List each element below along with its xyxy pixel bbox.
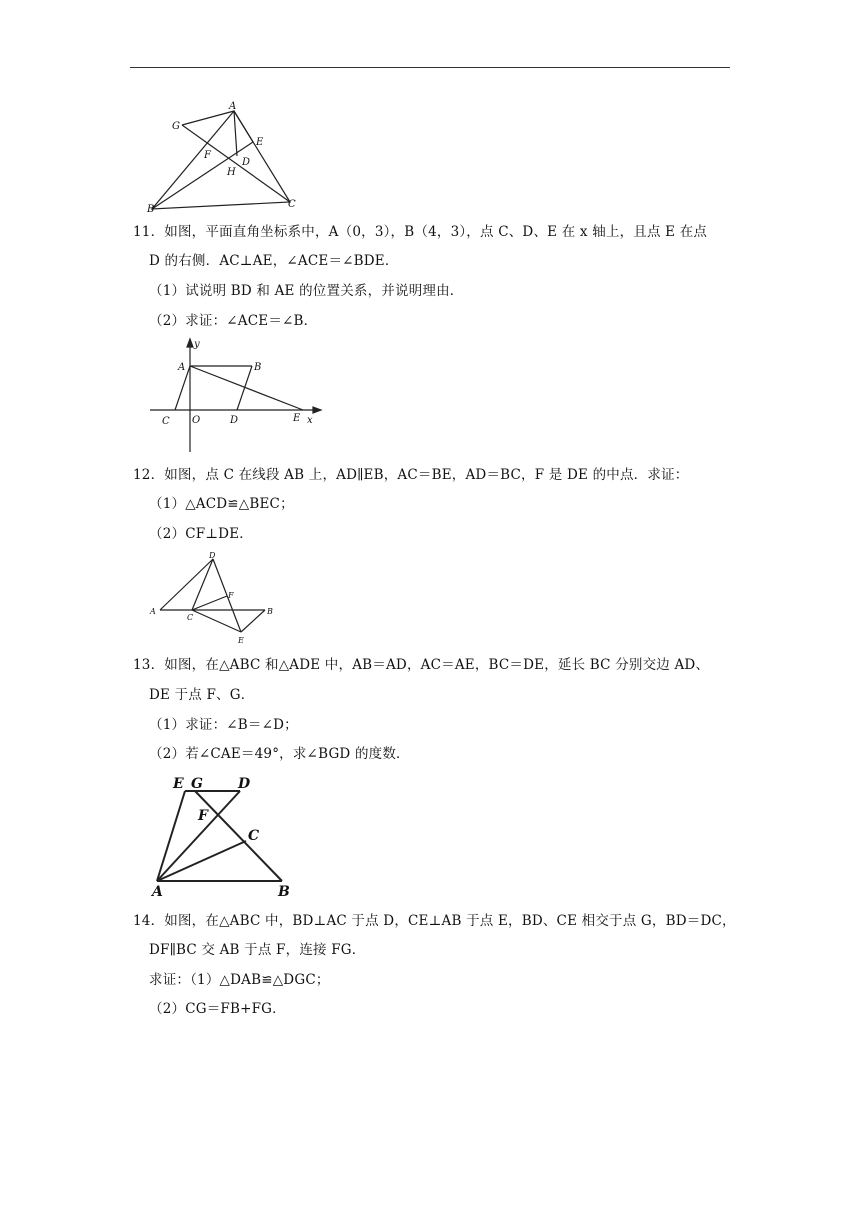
segment-ea xyxy=(157,791,185,881)
label-y: y xyxy=(194,339,200,350)
figure-problem-13 xyxy=(145,770,305,905)
label-b: B xyxy=(278,884,290,900)
problem-12-line-3: （2）CF⊥DE． xyxy=(149,526,253,542)
label-a: A xyxy=(152,884,163,900)
problem-12-line-2: （1）△ACD≌△BEC； xyxy=(149,496,294,512)
label-e: E xyxy=(238,636,244,645)
problem-13-line-1: 13．如图，在△ABC 和△ADE 中，AB＝AD，AC＝AE，BC＝DE，延长 BC 分别交边 AD、 xyxy=(133,657,710,673)
problem-11-line-3: （1）试说明 BD 和 AE 的位置关系，并说明理由． xyxy=(149,283,464,299)
label-c: C xyxy=(248,828,260,844)
label-g: G xyxy=(172,121,180,132)
problem-14-line-3: 求证：（1）△DAB≌△DGC； xyxy=(149,972,330,988)
label-x: x xyxy=(307,415,313,426)
label-a: A xyxy=(229,101,237,112)
label-b: B xyxy=(254,362,262,373)
label-f: F xyxy=(228,591,234,600)
figure-problem-11 xyxy=(145,335,325,455)
segment-da xyxy=(157,791,240,881)
problem-13-line-2: DE 于点 F、G． xyxy=(149,687,255,703)
problem-13-line-4: （2）若∠CAE＝49°，求∠BGD 的度数． xyxy=(149,746,410,762)
header-rule xyxy=(130,67,730,68)
label-e: E xyxy=(173,776,184,792)
label-b: B xyxy=(267,607,273,616)
label-e: E xyxy=(293,413,301,424)
segment-gb xyxy=(195,791,282,881)
label-o: O xyxy=(192,415,201,426)
segment-ae xyxy=(190,366,303,410)
label-c: C xyxy=(162,416,170,427)
figure-problem-12 xyxy=(145,550,285,650)
segment-be xyxy=(152,142,253,209)
segment-bd xyxy=(237,366,252,410)
segment-ag xyxy=(182,111,234,125)
label-d: D xyxy=(230,415,239,426)
label-b: B xyxy=(147,204,155,215)
label-d: D xyxy=(242,157,251,168)
segment-ah xyxy=(234,111,237,156)
label-f: F xyxy=(204,150,211,161)
problem-14-line-1: 14．如图，在△ABC 中，BD⊥AC 于点 D，CE⊥AB 于点 E，BD、CE 相交于点 G，BD＝DC， xyxy=(133,913,736,929)
segment-be xyxy=(241,610,265,632)
label-f: F xyxy=(198,808,208,824)
label-a: A xyxy=(150,607,156,616)
label-e: E xyxy=(256,137,264,148)
label-c: C xyxy=(187,613,194,622)
label-d: D xyxy=(238,776,251,792)
y-axis-arrow xyxy=(187,339,193,347)
label-c: C xyxy=(288,199,296,210)
segment-ac xyxy=(157,841,246,881)
problem-13-line-3: （1）求证：∠B＝∠D； xyxy=(149,717,298,733)
label-g: G xyxy=(191,776,203,792)
segment-ae xyxy=(234,111,253,142)
problem-11-line-1: 11．如图，平面直角坐标系中，A（0，3），B（4，3），点 C、D、E 在 x 轴上，且点 E 在点 xyxy=(133,224,708,240)
label-a: A xyxy=(178,362,186,373)
problem-14-line-2: DF∥BC 交 AB 于点 F，连接 FG． xyxy=(149,942,366,958)
problem-11-line-2: D 的右侧．AC⊥AE，∠ACE＝∠BDE． xyxy=(149,253,399,269)
figure-problem-10 xyxy=(140,95,310,220)
problem-14-line-4: （2）CG＝FB+FG． xyxy=(149,1001,286,1017)
label-h: H xyxy=(227,167,236,178)
problem-12-line-1: 12．如图，点 C 在线段 AB 上，AD∥EB，AC＝BE，AD＝BC，F 是 DE 的中点．求证： xyxy=(133,467,689,483)
x-axis-arrow xyxy=(313,407,321,413)
segment-ad xyxy=(160,559,213,610)
problem-11-line-4: （2）求证：∠ACE＝∠B． xyxy=(149,313,318,329)
label-d: D xyxy=(209,551,216,560)
